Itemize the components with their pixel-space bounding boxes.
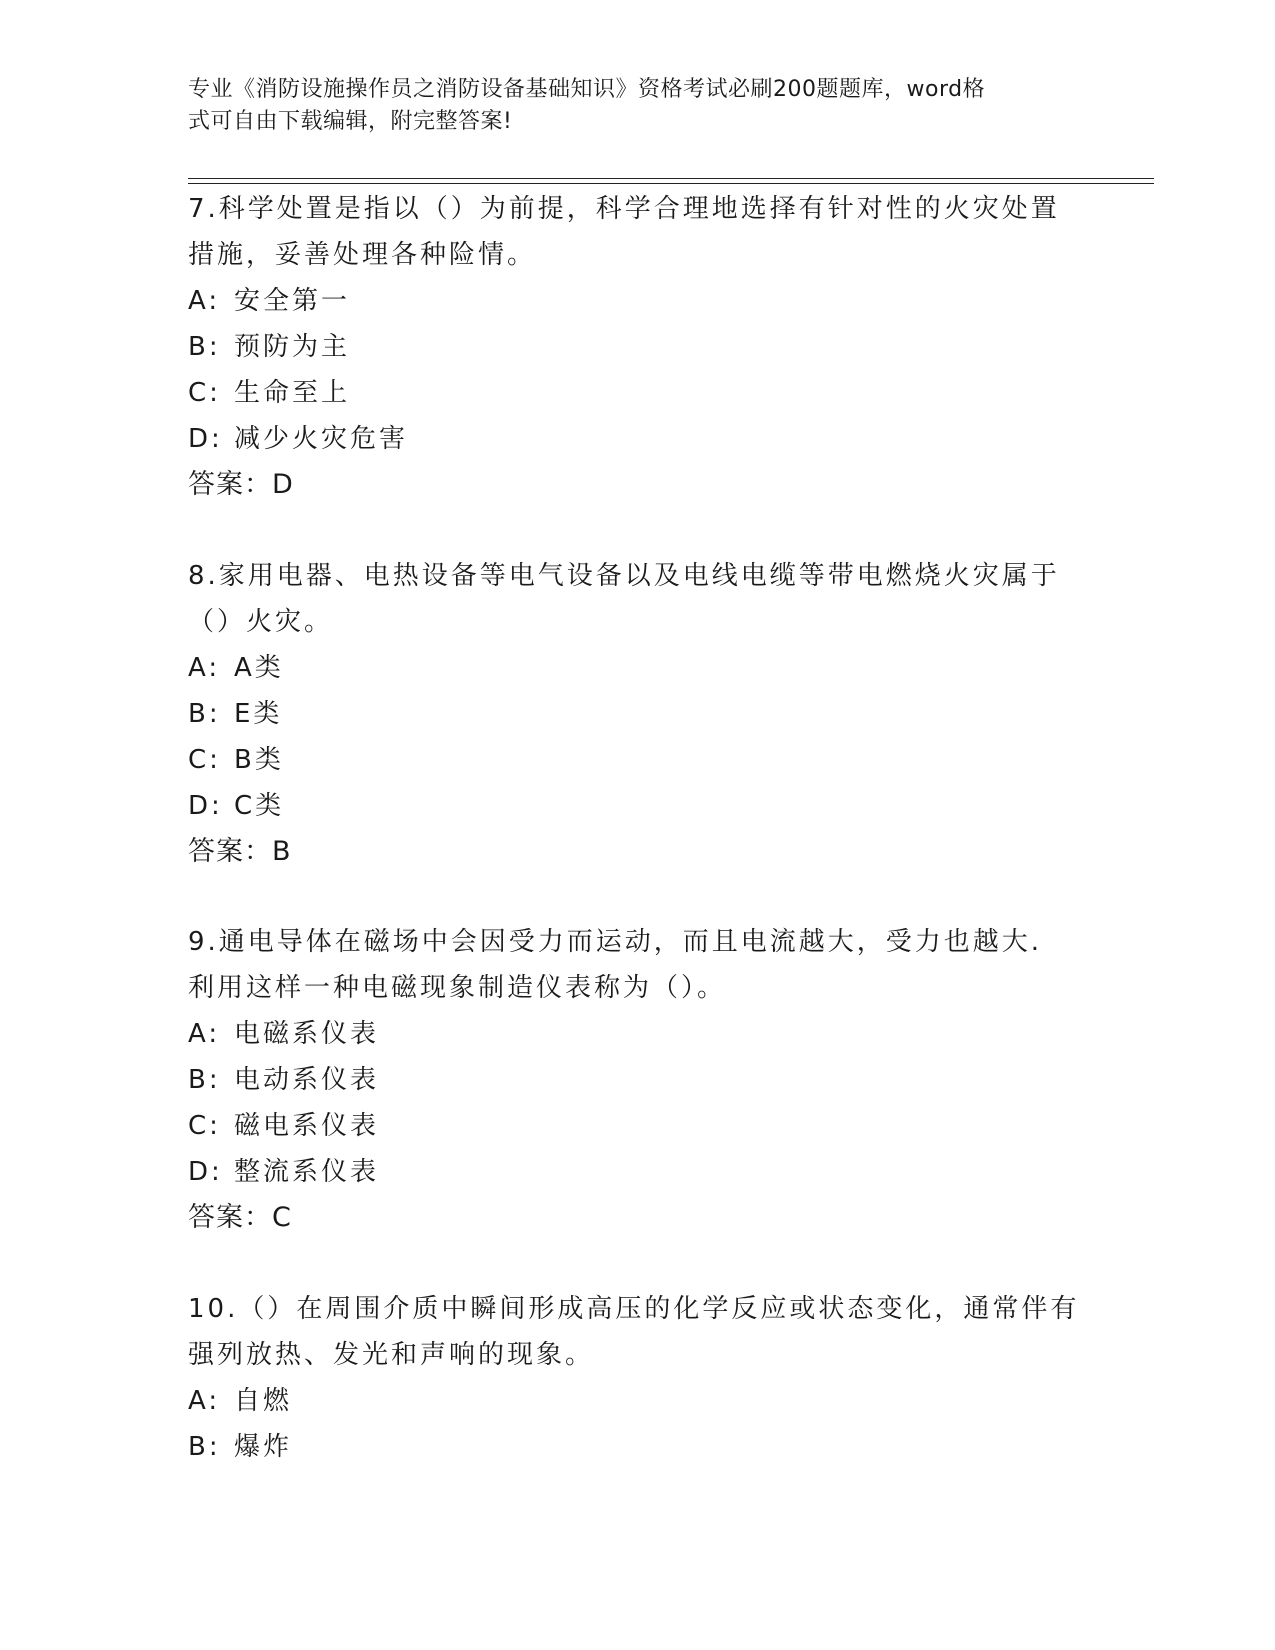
option-label: C: [188, 745, 221, 775]
option-text: 减少火灾危害 [234, 424, 409, 454]
option-text: 爆炸 [234, 1432, 293, 1462]
question-stem-line: 10.（）在周围介质中瞬间形成高压的化学反应或状态变化，通常伴有 [188, 1294, 1080, 1324]
option-text: 安全第一 [234, 286, 351, 316]
header-divider-bottom [188, 183, 1154, 184]
option-b [188, 1424, 1088, 1470]
answer: 答案：C [188, 1202, 292, 1233]
answer: 答案：B [188, 836, 292, 867]
option-label: D: [188, 424, 223, 454]
question-8 [188, 553, 1088, 875]
question-stem-line: （）火灾。 [188, 607, 334, 637]
question-stem-line: 7.科学处置是指以（）为前提，科学合理地选择有针对性的火灾处置 [188, 194, 1060, 224]
option-label: B: [188, 699, 221, 729]
option-d [188, 416, 1088, 462]
option-label: C: [188, 378, 221, 408]
question-stem-line: 9.通电导体在磁场中会因受力而运动，而且电流越大，受力也越大. [188, 927, 1043, 957]
question-stem-line: 措施，妥善处理各种险情。 [188, 240, 537, 270]
option-b [188, 324, 1088, 370]
option-label: A: [188, 653, 221, 683]
header-line-2: 式可自由下载编辑，附完整答案! [188, 109, 513, 134]
option-a [188, 1378, 1088, 1424]
option-label: A: [188, 286, 221, 316]
option-label: A: [188, 1019, 221, 1049]
option-text: C类 [234, 791, 285, 821]
option-d [188, 1149, 1088, 1195]
option-a [188, 278, 1088, 324]
header-divider-top [188, 178, 1154, 179]
document-header [188, 74, 1088, 138]
option-b [188, 1057, 1088, 1103]
option-text: E类 [234, 699, 283, 729]
question-stem-line: 利用这样一种电磁现象制造仪表称为（）。 [188, 973, 727, 1003]
option-label: B: [188, 1065, 221, 1095]
option-label: A: [188, 1386, 221, 1416]
option-text: 磁电系仪表 [234, 1111, 380, 1141]
option-a [188, 645, 1088, 691]
option-a [188, 1011, 1088, 1057]
option-text: B类 [234, 745, 284, 775]
option-c [188, 737, 1088, 783]
option-text: 生命至上 [234, 378, 351, 408]
option-text: 电磁系仪表 [234, 1019, 380, 1049]
option-text: 电动系仪表 [234, 1065, 380, 1095]
option-text: 整流系仪表 [234, 1157, 380, 1187]
option-label: D: [188, 791, 223, 821]
option-label: C: [188, 1111, 221, 1141]
option-text: A类 [234, 653, 284, 683]
question-10 [188, 1286, 1088, 1470]
option-c [188, 1103, 1088, 1149]
question-9 [188, 919, 1088, 1241]
option-label: B: [188, 332, 221, 362]
option-b [188, 691, 1088, 737]
header-line-1: 专业《消防设施操作员之消防设备基础知识》资格考试必刷200题题库，word格 [188, 77, 986, 102]
option-text: 自燃 [234, 1386, 293, 1416]
option-d [188, 783, 1088, 829]
question-7 [188, 186, 1088, 508]
answer: 答案：D [188, 469, 294, 500]
question-stem-line: 强列放热、发光和声响的现象。 [188, 1340, 595, 1370]
question-stem-line: 8.家用电器、电热设备等电气设备以及电线电缆等带电燃烧火灾属于 [188, 561, 1060, 591]
option-label: D: [188, 1157, 223, 1187]
option-c [188, 370, 1088, 416]
option-text: 预防为主 [234, 332, 351, 362]
option-label: B: [188, 1432, 221, 1462]
